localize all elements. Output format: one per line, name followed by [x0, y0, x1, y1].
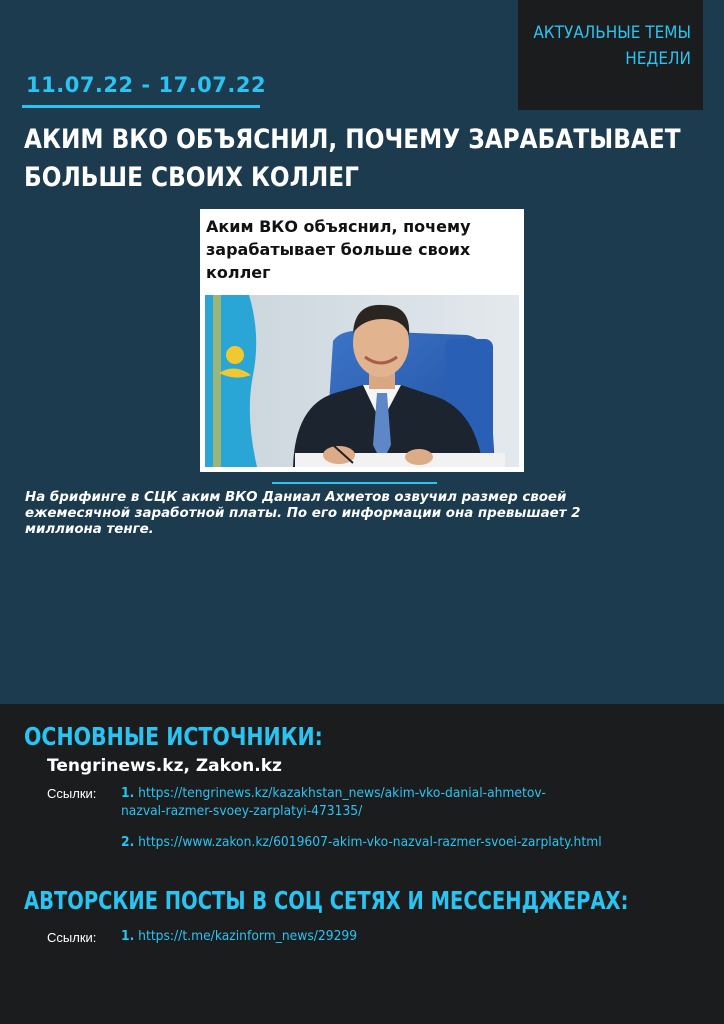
topic-badge: [518, 0, 703, 110]
link-number: 2.: [121, 835, 135, 850]
headline-line-2: БОЛЬШЕ СВОИХ КОЛЛЕГ: [24, 162, 359, 193]
official-portrait-image: [205, 295, 519, 467]
date-underline: [22, 105, 260, 108]
news-photo: [205, 295, 519, 467]
headline: [24, 121, 681, 197]
card-title-line-2: зарабатывает больше своих: [206, 240, 471, 259]
main-sources-heading: ОСНОВНЫЕ ИСТОЧНИКИ:: [24, 722, 323, 751]
topic-badge-text: [518, 20, 691, 72]
section-divider: [272, 482, 437, 484]
links-label: Ссылки:: [47, 786, 97, 801]
lead-line-2: ежемесячной заработной платы. По его информации она превышает 2: [25, 506, 581, 521]
links-label: Ссылки:: [47, 930, 97, 945]
badge-line-1: АКТУАЛЬНЫЕ ТЕМЫ: [533, 23, 691, 43]
sources-section: [0, 704, 724, 1024]
link-text: https://www.zakon.kz/6019607-akim-vko-nazval-razmer-svoei-zarplaty.html: [138, 835, 602, 850]
link-number: 1.: [121, 929, 135, 944]
source-link-1[interactable]: [121, 785, 546, 821]
link-text: https://tengrinews.kz/kazakhstan_news/akim-vko-danial-ahmetov-: [138, 786, 546, 801]
card-title-line-3: коллег: [206, 263, 271, 282]
news-card-title: [206, 215, 506, 284]
news-screenshot-card: [200, 209, 524, 472]
author-post-link-1[interactable]: [121, 928, 357, 946]
author-posts-heading: АВТОРСКИЕ ПОСТЫ В СОЦ СЕТЯХ И МЕССЕНДЖЕРАХ:: [24, 886, 629, 915]
source-sites: Tengrinews.kz, Zakon.kz: [47, 756, 282, 776]
lead-line-3: миллиона тенге.: [25, 522, 154, 537]
date-range: 11.07.22 - 17.07.22: [26, 73, 267, 97]
headline-line-1: АКИМ ВКО ОБЪЯСНИЛ, ПОЧЕМУ ЗАРАБАТЫВАЕТ: [24, 124, 681, 155]
link-text-continued: nazval-razmer-svoey-zarplatyi-473135/: [121, 804, 363, 819]
source-link-2[interactable]: [121, 834, 602, 852]
lead-line-1: На брифинге в СЦК аким ВКО Даниал Ахметов озвучил размер своей: [25, 490, 567, 505]
card-title-line-1: Аким ВКО объяснил, почему: [206, 217, 471, 236]
badge-line-2: НЕДЕЛИ: [625, 49, 691, 69]
lead-paragraph: [25, 490, 665, 538]
link-number: 1.: [121, 786, 135, 801]
link-text: https://t.me/kazinform_news/29299: [138, 929, 358, 944]
